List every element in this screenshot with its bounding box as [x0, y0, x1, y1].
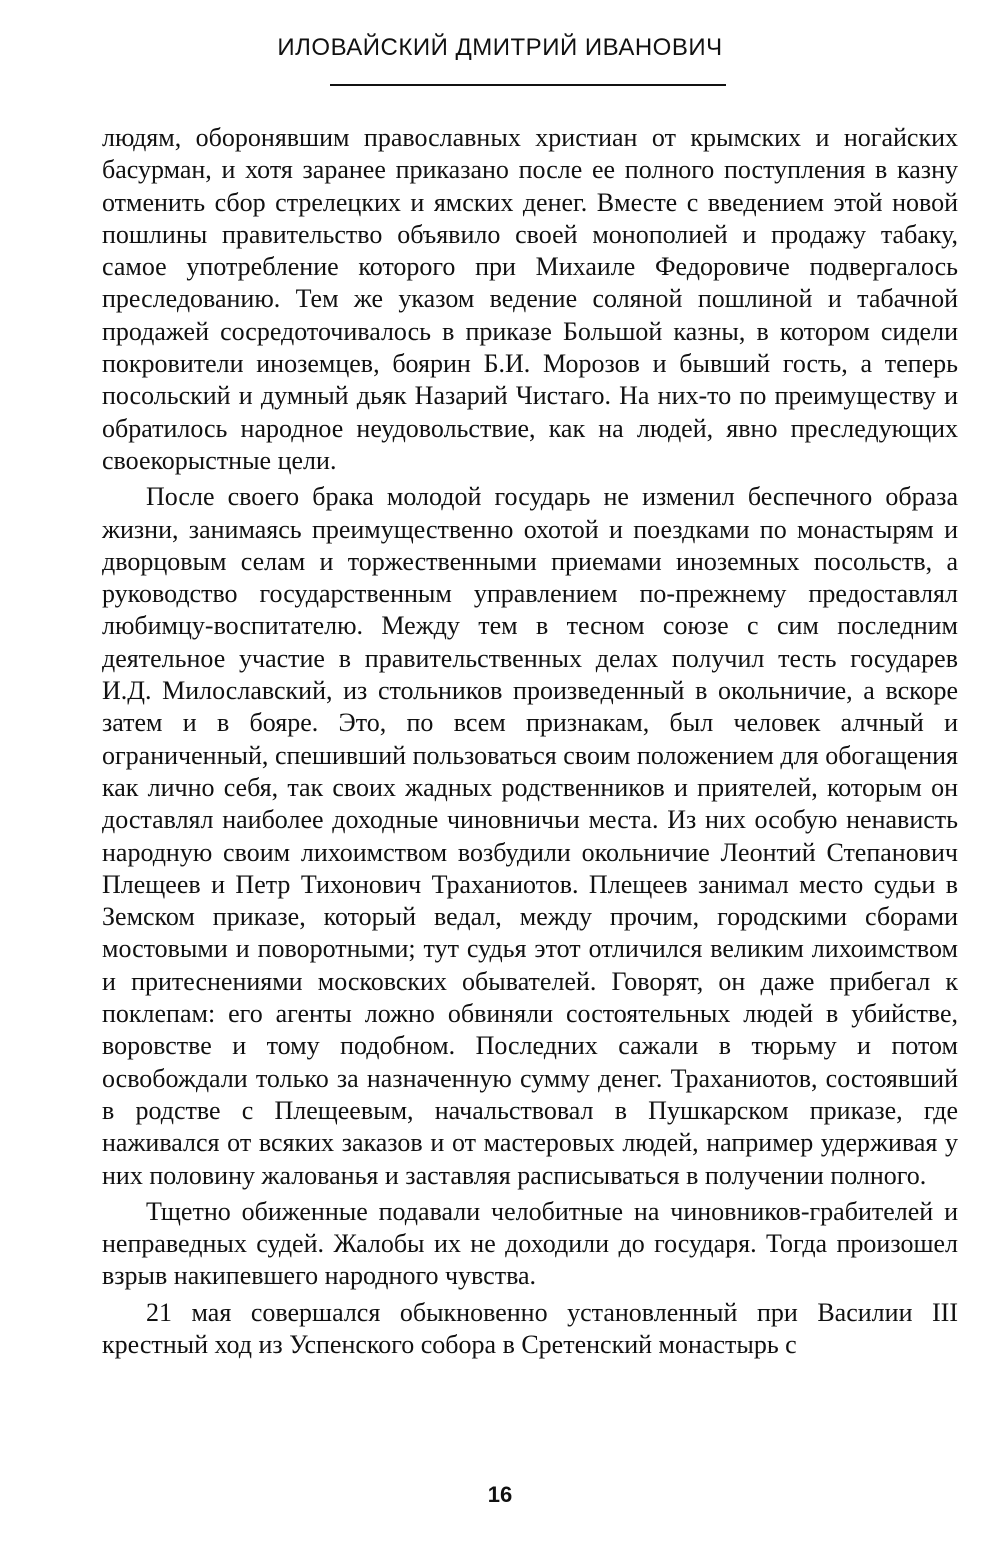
- main-text: [102, 122, 958, 1365]
- paragraph: 21 мая совершался обыкновенно установленный при Василии III крестный ход из Успенского собора в Сретенский монастырь с: [102, 1297, 958, 1359]
- header-rule: [330, 84, 726, 86]
- paragraph: После своего брака молодой государь не изменил беспечного образа жизни, занимаясь преимущественно охотой и поездками по монастырям и дворцовым селам и торжественными приемами иноземных посольств, а руководство государственным управлением по-прежнему предоставлял любимцу-воспитателю. Между тем в тесном союзе с сим последним деятельное участие в правительственных делах получил тесть государев И.Д. Милославский, из стольников произведенный в окольничие, а вскоре затем и в бояре. Это, по всем признакам, был человек алчный и ограниченный, спешивший пользоваться своим положением для обогащения как лично себя, так своих жадных родственников и приятелей, которым он доставлял наиболее доходные чиновничьи места. Из них особую ненависть народную своим лихоимством возбудили окольничие Леонтий Степанович Плещеев и Петр Тихонович Траханиотов. Плещеев занимал место судьи в Земском приказе, который ведал, между прочим, городскими сборами мостовыми и поворотными; тут судья этот отличился великим лихоимством и притеснениями московских обывателей. Говорят, он даже прибегал к поклепам: его агенты ложно обвиняли состоятельных людей в убийстве, воровстве и тому подобном. Последних сажали в тюрьму и потом освобождали только за назначенную сумму денег. Траханиотов, состоявший в родстве с Плещеевым, начальствовал в Пушкарском приказе, где наживался от всяких заказов и от мастеровых людей, например удерживая у них половину жалованья и заставляя расписываться в получении полного.: [102, 482, 958, 1190]
- page-number: 16: [487, 1482, 513, 1507]
- paragraph: Тщетно обиженные подавали челобитные на чиновников-грабителей и неправедных судей. Жалобы их не доходили до государя. Тогда произошел взрыв накипевшего народного чувства.: [102, 1196, 958, 1291]
- running-header: ИЛОВАЙСКИЙ ДМИТРИЙ ИВАНОВИЧ: [277, 34, 723, 61]
- paragraph: людям, оборонявшим православных христиан от крымских и ногайских басурман, и хотя заранее приказано после ее полного поступления в казну отменить сбор стрелецких и ямских денег. Вместе с введением этой новой пошлины правительство объявило своей монополией и продажу табаку, самое употребление которого при Михаиле Федоровиче подвергалось преследованию. Тем же указом ведение соляной пошлиной и табачной продажей сосредоточивалось в приказе Большой казны, в котором сидели покровители иноземцев, боярин Б.И. Морозов и бывший гость, а теперь посольский и думный дьяк Назарий Чистаго. На них-то по преимуществу и обратилось народное неудовольствие, как на людей, явно преследующих своекорыстные цели.: [102, 123, 958, 475]
